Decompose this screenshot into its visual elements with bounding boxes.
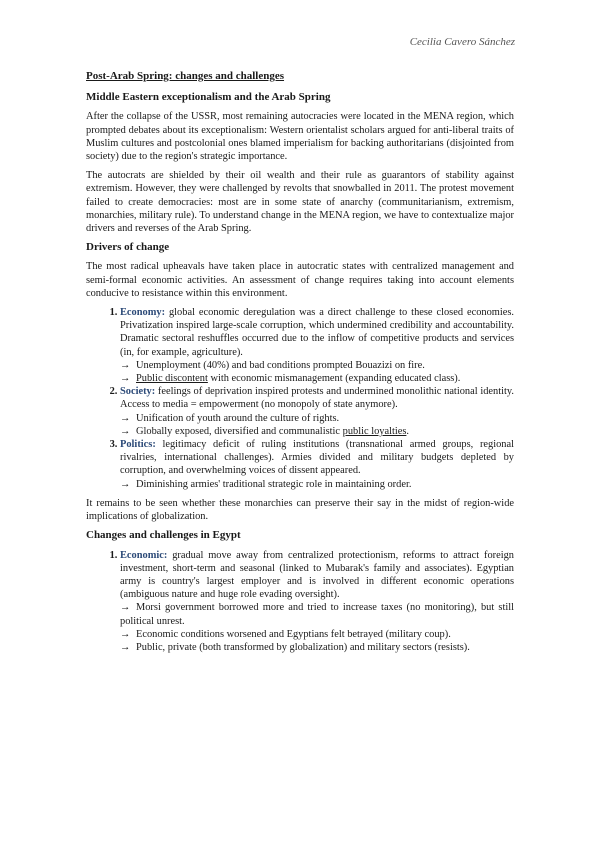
arrow-icon: → (120, 425, 131, 437)
list-item-politics (120, 438, 514, 491)
sub-point: → Diminishing armies' traditional strategic role in maintaining order. (120, 478, 412, 490)
arrow-icon: → (120, 373, 131, 385)
term-label: Society: (120, 386, 156, 398)
item-text: legitimacy deficit of ruling institutions (transnational armed groups, regional rivalries, international challenges). Armies divided and military budgets depleted by corruption, and overwhelming voices of dissent appeared. (120, 439, 514, 477)
section-heading-drivers: Drivers of change (86, 241, 170, 254)
paragraph: It remains to be seen whether these monarchies can preserve their say in the midst of region-wide implications of globalization. (86, 497, 514, 523)
sub-point: → Unemployment (40%) and bad conditions prompted Bouazizi on fire. (120, 359, 425, 371)
arrow-icon: → (120, 602, 131, 614)
arrow-icon: → (120, 412, 131, 424)
sub-point: → Morsi government borrowed more and tried to increase taxes (no monitoring), but still political unrest. (120, 602, 514, 627)
list-item-economic (120, 549, 514, 655)
sub-point: → Globally exposed, diversified and communalistic public loyalties. (120, 425, 410, 437)
item-text: global economic deregulation was a direct challenge to these closed economies. Privatization inspired large-scale corruption, which undermined credibility and accountability. Dramatic sectoral reshuffles occurred due to the inflow of competitive products and services (in, for example, agriculture). (120, 307, 514, 358)
paragraph: The autocrats are shielded by their oil wealth and their rule as guarantors of stability against extremism. However, they were challenged by revolts that snowballed in 2011. The protest movement failed to create democracies: most are in some state of anarchy (communitarianism, extremism, monarchies, military rule). To understand change in the MENA region, we have to contextualize major drivers and reverses of the Arab Spring. (86, 170, 514, 235)
document-title: Post-Arab Spring: changes and challenges (86, 70, 285, 82)
term-label: Economic: (120, 549, 168, 561)
arrow-icon: → (120, 641, 131, 653)
arrow-icon: → (120, 628, 131, 640)
item-text: gradual move away from centralized protectionism, reforms to attract foreign investment, short-term and seasonal (linked to Mubarak's family and associates). Egyptian army is country's largest employer and is involved in different economic operations (ambiguous nature and huge role evading oversight). (120, 549, 514, 601)
paragraph: After the collapse of the USSR, most remaining autocracies were located in the MENA region, which prompted debates about its exceptionalism: Western orientalist scholars argued for anti-liberal traits of Muslim cultures and postcolonial ones blamed imperialism for backing authoritarians (disjointed from society) due to the region's strategic importance. (86, 111, 514, 163)
drivers-list (86, 306, 514, 491)
item-text: feelings of deprivation inspired protests and undermined monolithic national identity. Access to media = empowerment (no monopoly of state anymore). (120, 386, 514, 411)
list-item-society (120, 385, 514, 438)
list-item-economy (120, 306, 514, 385)
document-body (86, 70, 514, 660)
sub-point: → Unification of youth around the culture of rights. (120, 412, 340, 424)
term-label: Politics: (120, 439, 156, 451)
section-heading-egypt: Changes and challenges in Egypt (86, 529, 241, 542)
paragraph: The most radical upheavals have taken place in autocratic states with centralized management and semi-formal economic activities. An assessment of change requires taking into account elements conducive to resistance within this environment. (86, 261, 514, 299)
arrow-icon: → (120, 359, 131, 371)
egypt-list (86, 549, 514, 655)
arrow-icon: → (120, 478, 131, 490)
sub-point: → Public discontent with economic mismanagement (expanding educated class). (120, 373, 461, 385)
section-heading-exceptionalism: Middle Eastern exceptionalism and the Arab Spring (86, 91, 331, 104)
sub-point: → Public, private (both transformed by globalization) and military sectors (resists). (120, 641, 470, 653)
term-label: Economy: (120, 307, 166, 319)
sub-point: → Economic conditions worsened and Egyptians felt betrayed (military coup). (120, 628, 451, 640)
author-header: Cecilia Cavero Sánchez (409, 36, 515, 48)
